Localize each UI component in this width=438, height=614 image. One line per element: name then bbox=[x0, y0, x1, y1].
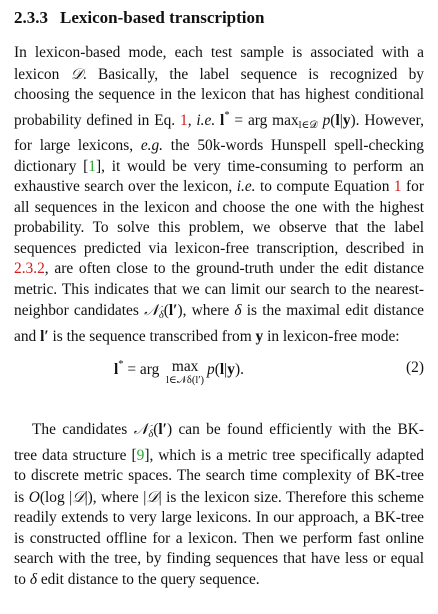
text-span: to compute Equation bbox=[255, 178, 394, 195]
text-span: i.e. bbox=[196, 111, 216, 129]
equation-reference-link[interactable]: 1 bbox=[393, 178, 402, 195]
text-span: in lexicon-free mode: bbox=[263, 327, 400, 345]
equation-2 bbox=[14, 359, 424, 409]
math-symbol: l′ bbox=[40, 327, 49, 345]
math-symbol: y bbox=[342, 111, 351, 129]
text-span: ) can be found efficiently with the BK-tree data structure [ bbox=[14, 421, 424, 464]
math-symbol: l bbox=[335, 111, 340, 129]
text-span: edit distance to the query sequence. bbox=[36, 570, 260, 588]
text-span: is the maximal edit distance and bbox=[14, 302, 424, 345]
text-span: , bbox=[187, 111, 197, 129]
text-span: , are often close to the ground-truth under the edit distance metric. This indicates that we can limit our search to the nearest-neighbor candidates bbox=[14, 260, 424, 319]
text-span: i.e. bbox=[236, 178, 256, 195]
math-symbol: p bbox=[207, 361, 215, 378]
lexicon-symbol: 𝒟 bbox=[70, 64, 83, 83]
math-symbol: * bbox=[118, 359, 124, 370]
math-operator: = arg bbox=[123, 361, 164, 378]
text-span: ], which is a metric tree specifically adapted to discrete metric spaces. The search time complexity of BK-tree is bbox=[14, 446, 424, 506]
section-title: Lexicon-based transcription bbox=[60, 8, 265, 27]
text-span: ( bbox=[330, 111, 336, 129]
text-span: ). However, for large lexicons, bbox=[14, 111, 424, 154]
equation-number: (2) bbox=[406, 359, 424, 376]
math-symbol: y bbox=[255, 327, 264, 345]
text-span: is the sequence transcribed from bbox=[48, 327, 256, 345]
math-subscript: δ bbox=[158, 310, 164, 321]
paragraph-bk-tree bbox=[14, 419, 424, 590]
math-symbol: * bbox=[224, 109, 230, 121]
equation-body bbox=[114, 359, 244, 387]
paragraph-lexicon-mode bbox=[14, 43, 424, 347]
math-subscript: l∈𝒟 bbox=[298, 119, 318, 131]
text-span: ], it would be very time-consuming to perform an exhaustive search over the lexicon, bbox=[14, 157, 424, 195]
math-symbol: l bbox=[114, 361, 119, 378]
text-span: The candidates bbox=[32, 421, 134, 438]
math-symbol: l′ bbox=[158, 421, 167, 438]
math-symbol: | bbox=[224, 361, 228, 378]
lexicon-symbol: 𝒟 bbox=[72, 487, 85, 506]
citation-link[interactable]: 9 bbox=[136, 446, 145, 464]
citation-link[interactable]: 1 bbox=[88, 157, 96, 175]
text-span: e.g. bbox=[140, 137, 164, 154]
math-symbol: l′ bbox=[168, 302, 178, 319]
text-span: | bbox=[339, 111, 343, 129]
lexicon-symbol: 𝒟 bbox=[146, 487, 159, 506]
text-span: . Basically, the label sequence is recognized by choosing the sequence in the lexicon that has highest conditional probability defined in Eq. bbox=[14, 65, 424, 129]
math-symbol: δ bbox=[234, 302, 242, 319]
math-symbol: ). bbox=[234, 361, 244, 378]
section-heading bbox=[14, 8, 424, 28]
text-span: the 50k-words Hunspell spell-checking dictionary [ bbox=[14, 137, 424, 175]
math-symbol: y bbox=[227, 361, 235, 378]
math-subscript: δ bbox=[148, 429, 154, 440]
max-operator: max bbox=[171, 358, 199, 375]
math-symbol: ( bbox=[214, 361, 220, 378]
math-symbol: O bbox=[28, 488, 40, 506]
argmax-operator bbox=[166, 359, 204, 387]
argmax-subscript: l∈𝒩δ(l′) bbox=[166, 375, 205, 386]
text-span: In lexicon-based mode, each test sample is associated with a lexicon bbox=[14, 44, 424, 83]
section-reference-link[interactable]: 2.3.2 bbox=[14, 260, 45, 277]
equation-reference-link[interactable]: 1 bbox=[179, 111, 188, 129]
section-number: 2.3.3 bbox=[14, 8, 48, 27]
text-span: (log | bbox=[39, 488, 73, 506]
text-span: |), where | bbox=[84, 488, 147, 506]
text-span: ), where bbox=[177, 302, 235, 319]
math-symbol: 𝒩 bbox=[133, 420, 149, 438]
text-span: ( bbox=[163, 302, 169, 319]
math-symbol: δ bbox=[29, 570, 37, 588]
text-span: = arg max bbox=[229, 111, 299, 129]
math-symbol: 𝒩 bbox=[144, 301, 159, 319]
text-span: | is the lexicon size. Therefore this scheme readily extends to very large lexicons. In our approach, a BK-tree is constructed offline for a lexicon. Then we perform fast online search with the tree, by finding sequences that have less or equal to bbox=[14, 488, 424, 588]
math-symbol: p bbox=[322, 111, 331, 129]
math-symbol: l bbox=[219, 361, 225, 378]
text-span: for all sequences in the lexicon and choose the one with the highest probability. To solve this problem, we observe that the label sequences predicted via lexicon-free transcription, described in bbox=[14, 178, 424, 257]
text-span: ( bbox=[153, 421, 159, 438]
math-symbol: l bbox=[220, 111, 225, 129]
